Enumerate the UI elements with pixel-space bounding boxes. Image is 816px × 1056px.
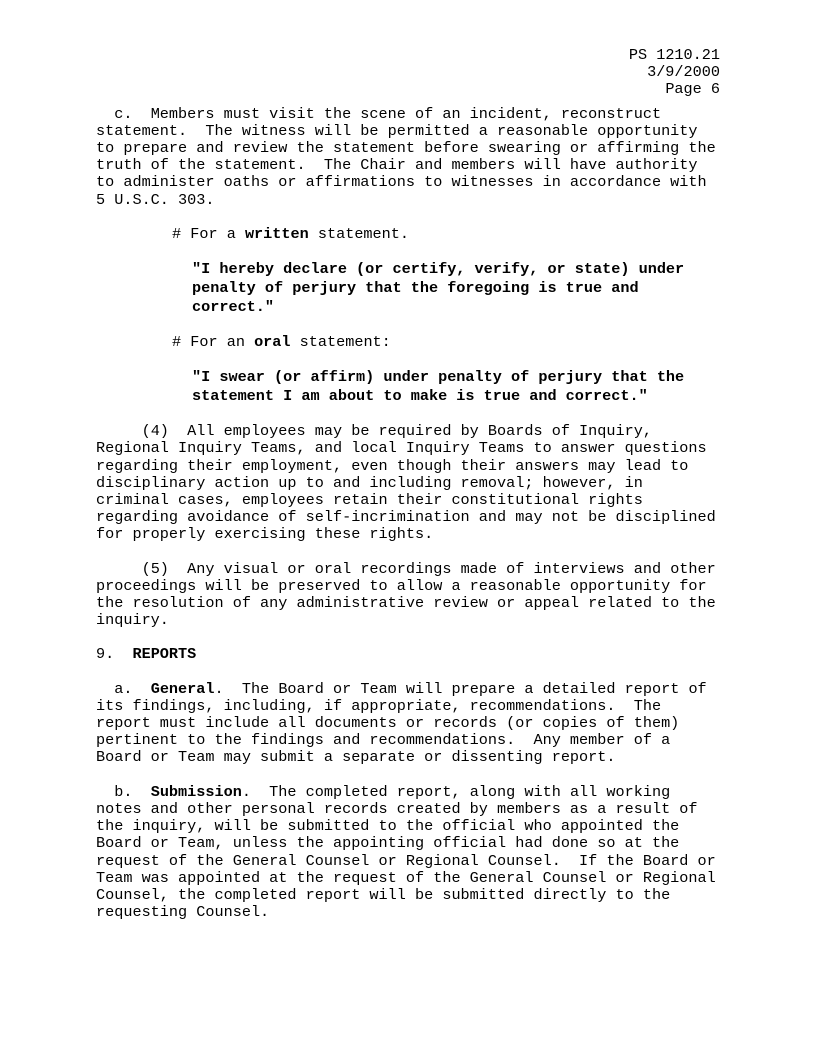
bullet-prefix: For an — [190, 333, 255, 352]
paragraph-body: . The Board or Team will prepare a detailed report of its findings, including, if appropriate, recommendations. The report must include all documents or records (or copies of them) pertinent to the findings and recommendations. Any member of a Board or Team may submit a separate or dissenting report. — [96, 679, 716, 767]
bullet-suffix: statement. — [308, 224, 410, 243]
paragraph-a — [96, 681, 720, 767]
paragraph-body: . The completed report, along with all working notes and other personal records created by members as a result of the inquiry, will be submitted to the official who appointed the Board or Team, unless the appointing official had done so at the request of the General Counsel or Regional Counsel. If the Board or Team was appointed at the request of the General Counsel or Regional Counsel, the completed report will be submitted directly to the requesting Counsel. — [96, 782, 725, 922]
bullet-mark: # — [172, 333, 182, 352]
bullet-bold-term: written — [244, 224, 309, 243]
paragraph-heading: Submission — [150, 782, 242, 801]
bullet-suffix: statement: — [290, 333, 391, 352]
document-date: 3/9/2000 — [647, 63, 720, 82]
oral-oath-text: "I swear (or affirm) under penalty of perjury that the statement I am about to make is true and correct." — [192, 368, 694, 406]
paragraph-4: (4) All employees may be required by Boards of Inquiry, Regional Inquiry Teams, and local Inquiry Teams to answer questions regarding their employment, even though their answers may lead to disciplinary action up to and including removal; however, in criminal cases, employees retain their constitutional rights regarding avoidance of self-incrimination and may not be disciplined for properly exercising these rights. — [96, 422, 725, 544]
paragraph-heading: General — [150, 679, 215, 698]
page-header — [96, 47, 720, 99]
paragraph-b — [96, 782, 725, 922]
section-heading — [96, 646, 720, 663]
bullet-prefix: For a — [190, 224, 245, 243]
section-title: REPORTS — [132, 645, 197, 664]
document-id: PS 1210.21 — [628, 46, 720, 64]
paragraph-5: (5) Any visual or oral recordings made of interviews and other proceedings will be preserved to allow a reasonable opportunity for the resolution of any administrative review or appeal related to the inquiry. — [96, 559, 725, 630]
written-statement-bullet — [96, 226, 720, 243]
oral-oath-quote — [96, 368, 720, 406]
page-number: Page 6 — [665, 80, 720, 99]
written-oath-quote — [96, 260, 720, 317]
section-number: 9. — [96, 645, 115, 664]
bullet-mark: # — [172, 224, 182, 243]
paragraph-c: c. Members must visit the scene of an incident, reconstruct statement. The witness will be permitted a reasonable opportunity to prepare and review the statement before swearing or affirming the truth of the statement. The Chair and members will have authority to administer oaths or affirmations to witnesses in accordance with 5 U.S.C. 303. — [96, 104, 725, 209]
bullet-bold-term: oral — [254, 333, 291, 352]
document-page — [96, 46, 725, 922]
paragraph-label: a. — [96, 679, 151, 698]
oral-statement-bullet — [96, 334, 720, 351]
written-oath-text: "I hereby declare (or certify, verify, or state) under penalty of perjury that the foregoing is true and correct." — [192, 260, 694, 317]
paragraph-label: b. — [96, 782, 151, 801]
